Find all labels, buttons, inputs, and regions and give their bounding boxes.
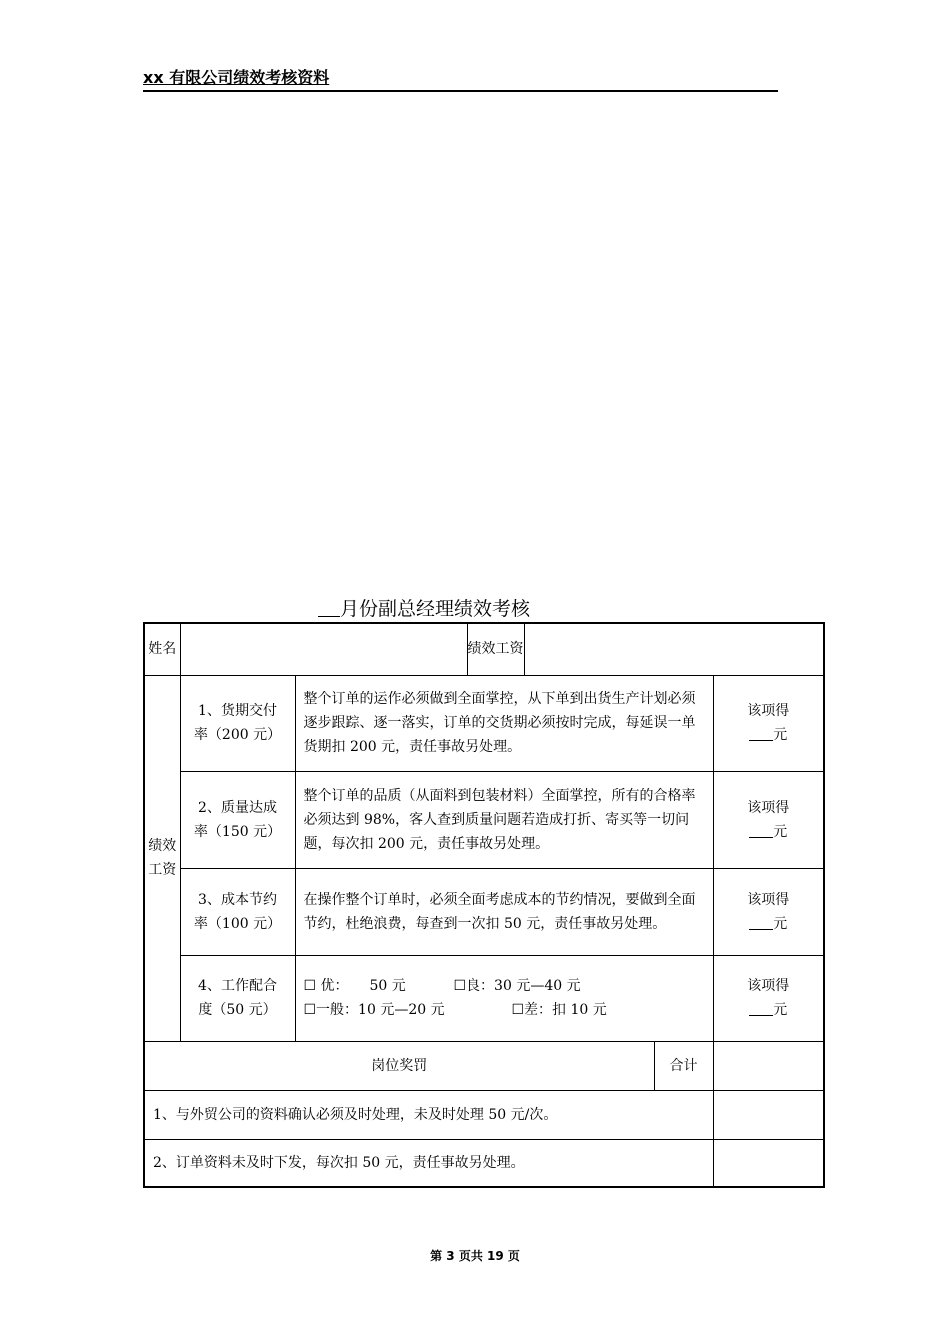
name-label: 姓名 — [144, 623, 180, 675]
option-good[interactable]: ☐良：30 元—40 元 — [453, 978, 581, 994]
criterion-name: 1、货期交付 率（200 元） — [180, 675, 295, 771]
rule-text: 1、与外贸公司的资料确认必须及时处理，未及时处理 50 元/次。 — [144, 1090, 713, 1139]
evaluation-table — [143, 622, 825, 1188]
criterion-description: 整个订单的运作必须做到全面掌控，从下单到出货生产计划必须逐步跟踪、逐一落实，订单的交货期必须按时完成，每延误一单货期扣 200 元，责任事故另处理。 — [295, 675, 713, 771]
criterion-row — [144, 771, 824, 868]
option-poor[interactable]: ☐差：扣 10 元 — [511, 1002, 607, 1018]
criterion-description: 在操作整个订单时，必须全面考虑成本的节约情况，要做到全面节约，杜绝浪费，每查到一次扣 50 元，责任事故另处理。 — [295, 868, 713, 955]
criterion-options — [295, 955, 713, 1041]
score-blank[interactable] — [749, 999, 773, 1016]
criterion-score: 该项得 元 — [713, 771, 824, 868]
name-row — [144, 623, 824, 675]
rule-score-field[interactable] — [713, 1090, 824, 1139]
option-excellent[interactable]: ☐ 优： 50 元 — [303, 978, 406, 994]
rule-text: 2、订单资料未及时下发，每次扣 50 元，责任事故另处理。 — [144, 1139, 713, 1187]
criterion-name: 3、成本节约 率（100 元） — [180, 868, 295, 955]
reward-label: 岗位奖罚 — [144, 1041, 654, 1090]
section-label: 绩效工资 — [144, 675, 180, 1041]
total-label: 合计 — [654, 1041, 713, 1090]
criterion-score: 该项得 元 — [713, 675, 824, 771]
document-header — [143, 66, 778, 92]
option-average[interactable]: ☐一般：10 元—20 元 — [303, 1002, 445, 1018]
pay-field[interactable] — [524, 623, 824, 675]
rule-row — [144, 1090, 824, 1139]
rule-score-field[interactable] — [713, 1139, 824, 1187]
score-blank[interactable] — [749, 724, 773, 741]
score-blank[interactable] — [749, 913, 773, 930]
rule-row — [144, 1139, 824, 1187]
criterion-name: 2、质量达成 率（150 元） — [180, 771, 295, 868]
criterion-row — [144, 955, 824, 1041]
criterion-name: 4、工作配合 度（50 元） — [180, 955, 295, 1041]
criterion-score: 该项得 元 — [713, 868, 824, 955]
criterion-score: 该项得 元 — [713, 955, 824, 1041]
criterion-description: 整个订单的品质（从面料到包装材料）全面掌控，所有的合格率必须达到 98%，客人查到质量问题若造成打折、寄买等一切问题，每次扣 200 元，责任事故另处理。 — [295, 771, 713, 868]
criterion-row — [144, 868, 824, 955]
name-field[interactable] — [180, 623, 467, 675]
page-number: 第 3 页共 19 页 — [430, 1249, 520, 1263]
form-title — [318, 596, 618, 622]
form-title-text: 月份副总经理绩效考核 — [340, 598, 531, 620]
month-blank[interactable] — [318, 598, 340, 617]
pay-label: 绩效工资 — [467, 623, 524, 675]
criterion-row — [144, 675, 824, 771]
score-blank[interactable] — [749, 821, 773, 838]
header-title: xx 有限公司绩效考核资料 — [143, 68, 330, 87]
total-field[interactable] — [713, 1041, 824, 1090]
reward-header-row — [144, 1041, 824, 1090]
